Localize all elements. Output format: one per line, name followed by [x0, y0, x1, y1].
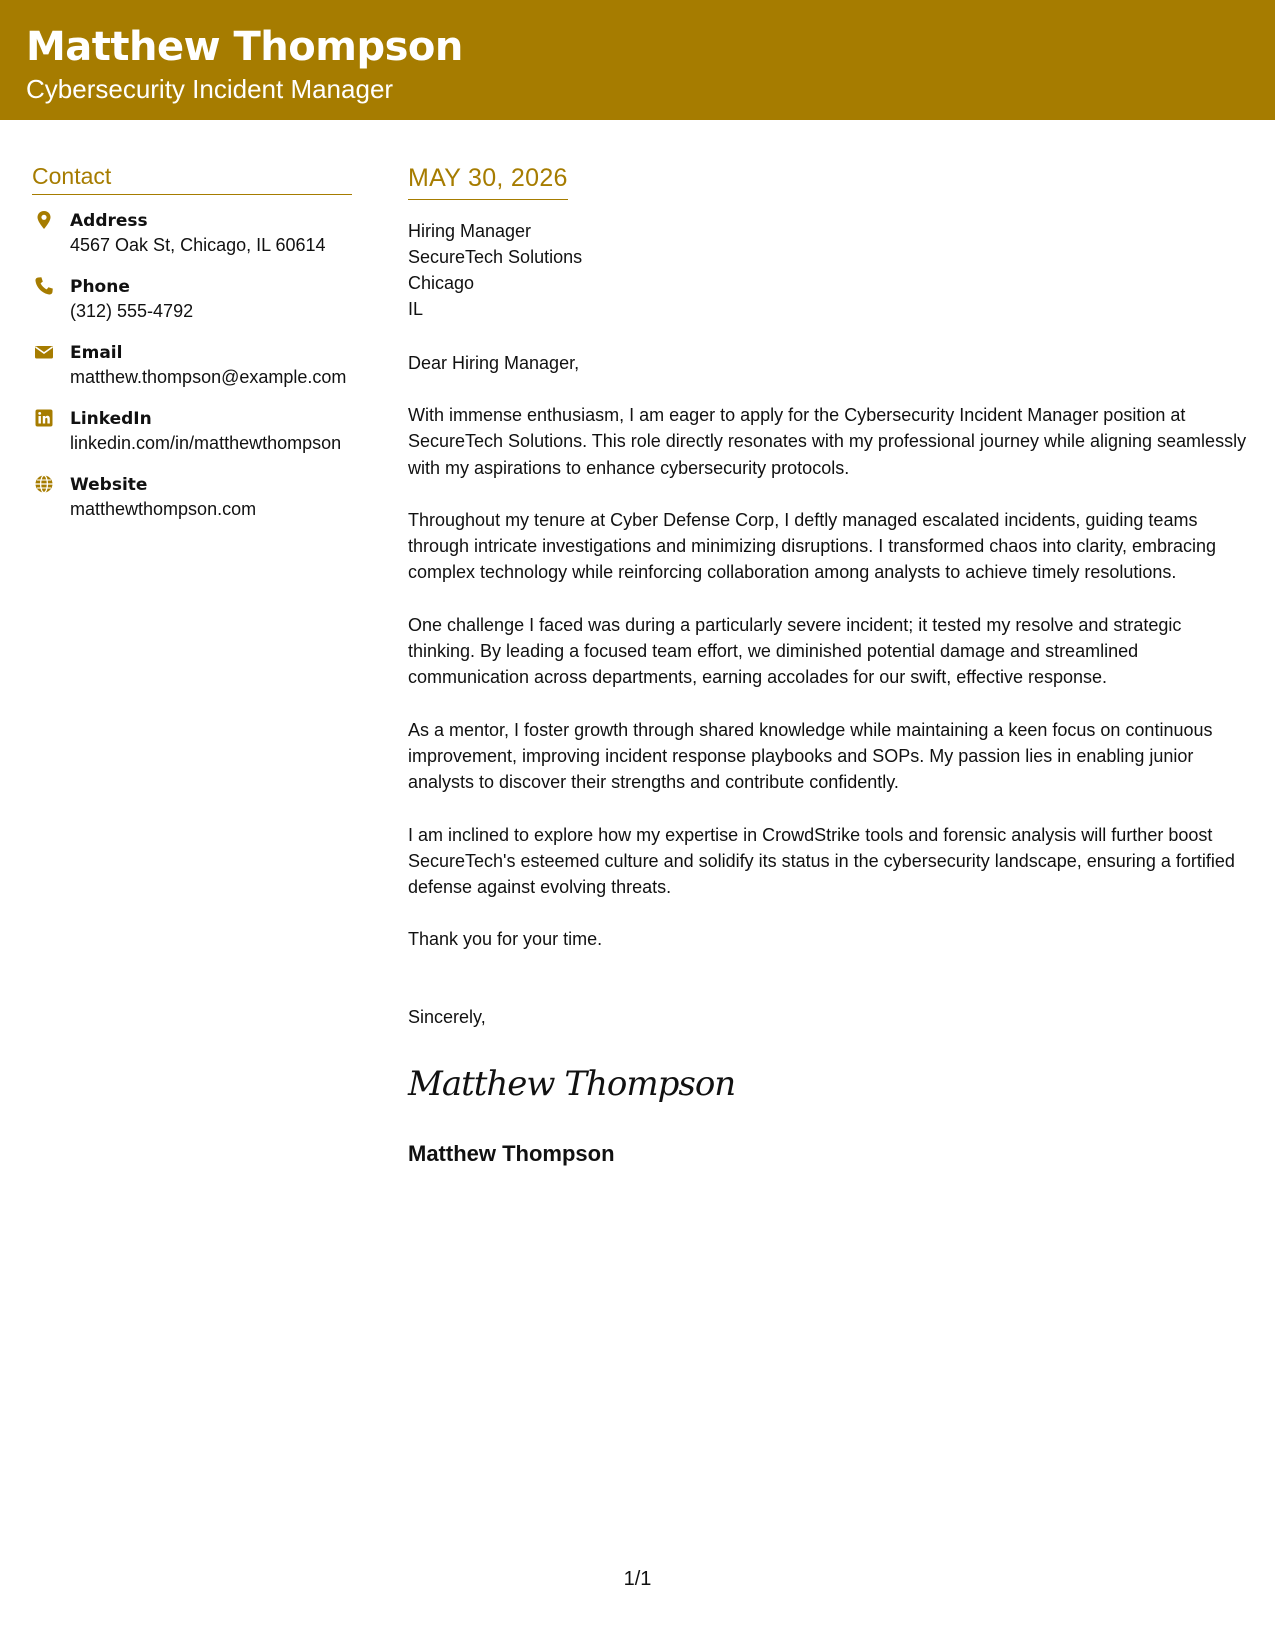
recipient-line: Hiring Manager — [408, 221, 532, 241]
map-pin-icon — [34, 210, 54, 230]
linkedin-icon — [34, 408, 54, 428]
salutation: Dear Hiring Manager, — [408, 353, 580, 373]
contact-label: Phone — [70, 277, 130, 297]
contact-heading: Contact — [32, 163, 352, 195]
closing-thanks: Thank you for your time. — [408, 929, 603, 950]
envelope-icon — [34, 342, 54, 362]
letter-paragraph: One challenge I faced was during a particularly severe incident; it tested my resolve and strategic thinking. By leading a focused team effort, we diminished potential damage and streamlined communication across departments, earning accolades for our swift, effective response. — [408, 614, 1182, 688]
website-value: matthewthompson.com — [70, 499, 257, 519]
letter-body — [408, 164, 1248, 1168]
recipient-block — [408, 218, 1248, 322]
signer-name: Matthew Thompson — [408, 1141, 615, 1167]
contact-item-phone — [32, 275, 352, 324]
globe-icon — [34, 474, 54, 494]
applicant-job-title: Cybersecurity Incident Manager — [26, 74, 394, 104]
letter-paragraph: Throughout my tenure at Cyber Defense Corp, I deftly managed escalated incidents, guiding teams through intricate investigations and minimizing disruptions. I transformed chaos into clarity, embracing complex technology while reinforcing collaboration among analysts to achieve timely resolutions. — [408, 509, 1217, 583]
signoff: Sincerely, — [408, 1007, 486, 1028]
contact-item-linkedin — [32, 407, 352, 456]
contact-sidebar — [32, 163, 352, 539]
page-number: 1/1 — [623, 1568, 652, 1590]
letter-paragraph: I am inclined to explore how my expertise in CrowdStrike tools and forensic analysis will further boost SecureTech's esteemed culture and solidify its status in the cybersecurity landscape, ensuring a fortified defense against evolving threats. — [408, 824, 1235, 898]
contact-label: Website — [70, 475, 148, 495]
phone-value: (312) 555-4792 — [70, 301, 194, 321]
applicant-name: Matthew Thompson — [26, 24, 463, 70]
recipient-line: SecureTech Solutions — [408, 247, 583, 267]
letter-paragraph: As a mentor, I foster growth through shared knowledge while maintaining a keen focus on continuous improvement, improving incident response playbooks and SOPs. My passion lies in enabling junior analysts to discover their strengths and contribute confidently. — [408, 719, 1213, 793]
letter-paragraph: With immense enthusiasm, I am eager to apply for the Cybersecurity Incident Manager position at SecureTech Solutions. This role directly resonates with my professional journey while aligning seamlessly with my aspirations to enhance cybersecurity protocols. — [408, 405, 1247, 478]
contact-item-address — [32, 209, 352, 258]
address-value: 4567 Oak St, Chicago, IL 60614 — [70, 235, 326, 255]
contact-item-website — [32, 473, 352, 522]
recipient-line: IL — [408, 299, 424, 319]
contact-item-email — [32, 341, 352, 390]
contact-label: Email — [70, 343, 123, 363]
phone-icon — [34, 276, 54, 296]
contact-label: Address — [70, 211, 148, 231]
linkedin-value: linkedin.com/in/matthewthompson — [70, 433, 342, 453]
contact-label: LinkedIn — [70, 409, 152, 429]
email-value: matthew.thompson@example.com — [70, 367, 347, 387]
header-banner — [0, 0, 1275, 120]
handwritten-signature: Matthew Thompson — [408, 1064, 736, 1105]
recipient-line: Chicago — [408, 273, 475, 293]
letter-date: MAY 30, 2026 — [408, 164, 568, 200]
